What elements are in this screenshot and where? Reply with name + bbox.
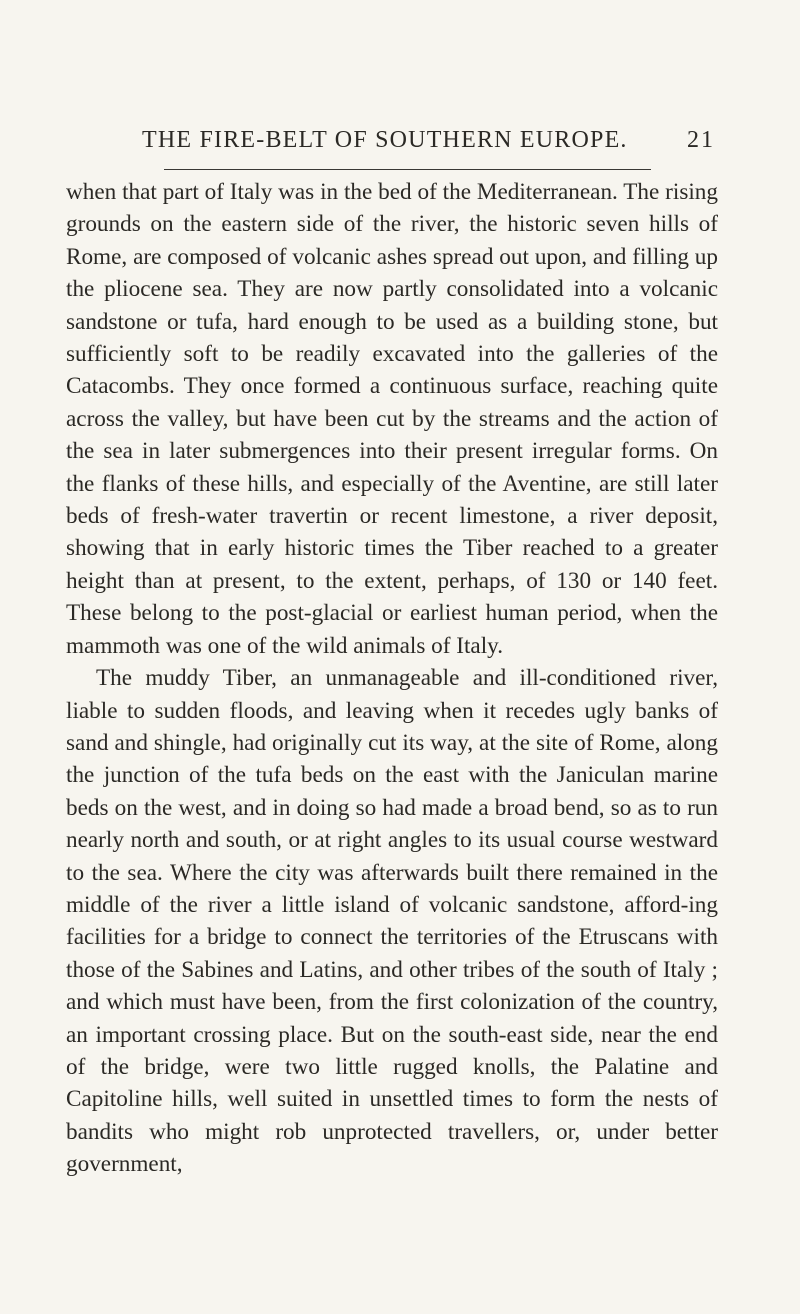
paragraph-continued: when that part of Italy was in the bed of the Mediterranean. The rising grounds on the eastern side of the river, the historic seven hills of Rome, are composed of volcanic ashes spread out upon, and filling up the pliocene sea. They are now partly consolidated into a volcanic sandstone or tufa, hard enough to be used as a building stone, but sufficiently soft to be readily excavated into the galleries of the Catacombs. They once formed a continuous surface, reaching quite across the valley, but have been cut by the streams and the action of the sea in later submergences into their present irregular forms. On the flanks of these hills, and especially of the Aventine, are still later beds of fresh-water travertin or recent limestone, a river deposit, showing that in early historic times the Tiber reached to a greater height than at present, to the extent, perhaps, of 130 or 140 feet. These belong to the post-glacial or earliest human period, when the mammoth was one of the wild animals of Italy.: [66, 179, 718, 659]
header-rule: [164, 169, 651, 170]
running-head: [100, 122, 715, 158]
page-number: 21: [687, 127, 715, 153]
body-text: [66, 176, 718, 1181]
running-head-title: THE FIRE-BELT OF SOUTHERN EUROPE.: [142, 127, 628, 153]
paragraph-tiber: The muddy Tiber, an unmanageable and ill-conditioned river, liable to sudden floods, and leaving when it recedes ugly banks of sand and shingle, had originally cut its way, at the site of Rome, along the junction of the tufa beds on the east with the Janiculan marine beds on the west, and in doing so had made a broad bend, so as to run nearly north and south, or at right angles to its usual course westward to the sea. Where the city was afterwards built there remained in the middle of the river a little island of volcanic sandstone, afford-ing facilities for a bridge to connect the territories of the Etruscans with those of the Sabines and Latins, and other tribes of the south of Italy ; and which must have been, from the first colonization of the country, an important crossing place. But on the south-east side, near the end of the bridge, were two little rugged knolls, the Palatine and Capitoline hills, well suited in unsettled times to form the nests of bandits who might rob unprotected travellers, or, under better government,: [66, 665, 718, 1178]
